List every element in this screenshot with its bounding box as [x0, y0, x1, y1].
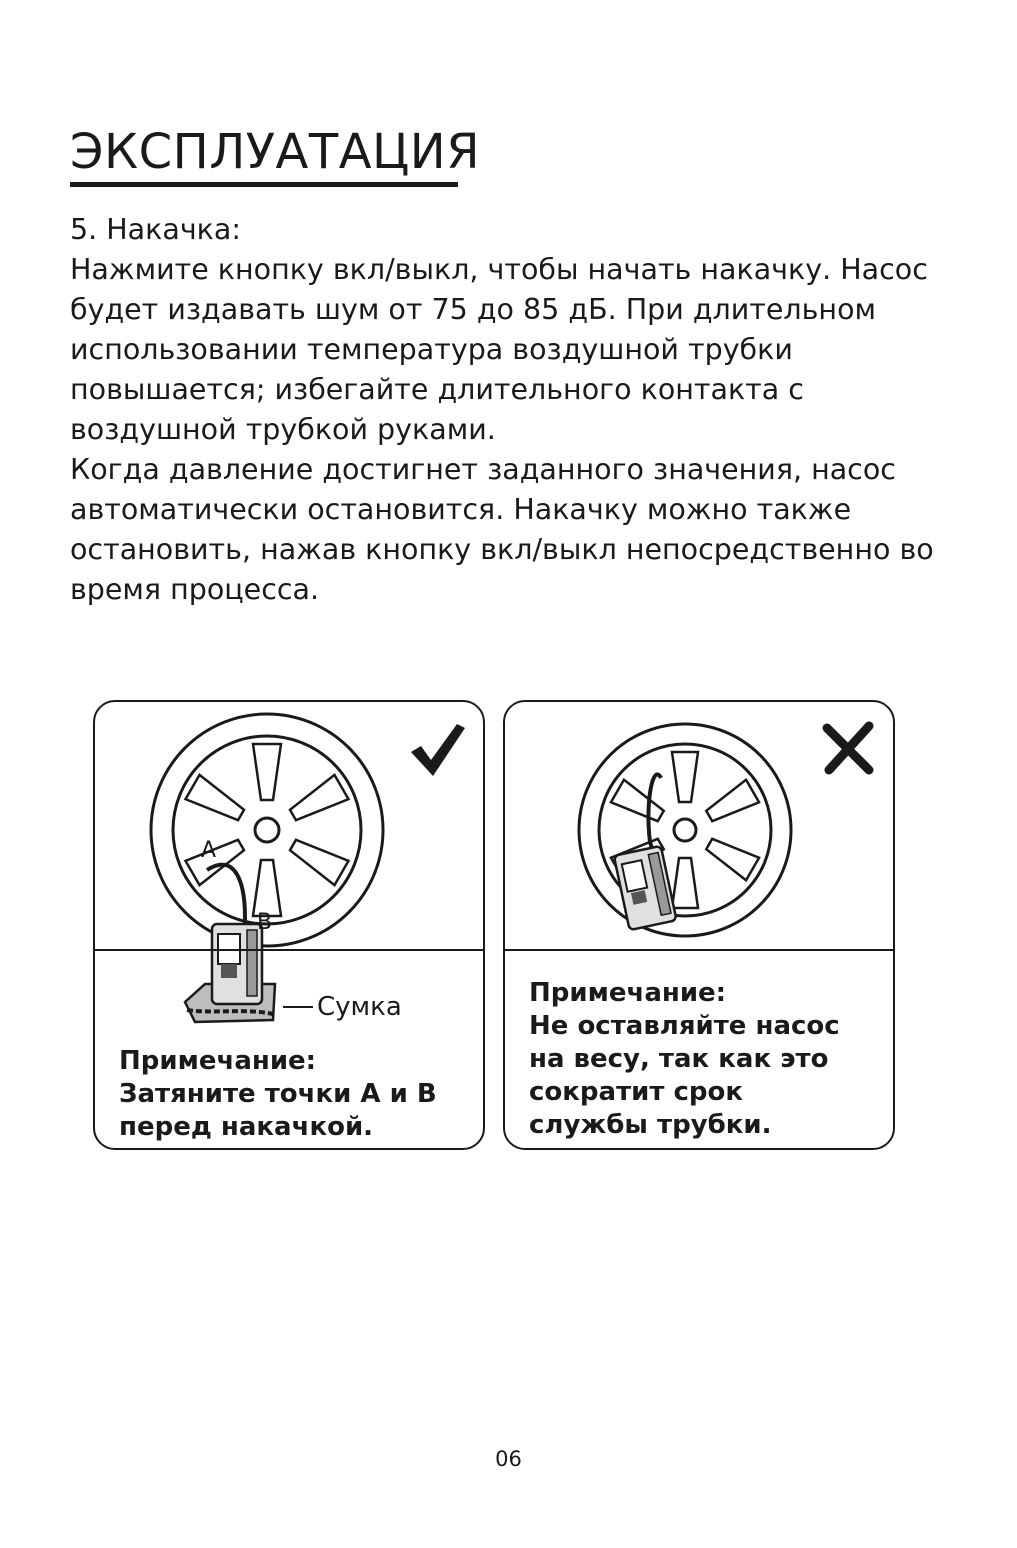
instruction-text [70, 210, 950, 610]
note-line: Не оставляйте насос [529, 1011, 840, 1041]
note-line: Затяните точки A и B [119, 1079, 437, 1109]
step-title: 5. Накачка: [70, 213, 241, 246]
note-wrong [529, 977, 840, 1142]
page-heading: ЭКСПЛУАТАЦИЯ [70, 124, 481, 180]
point-b-label: B [257, 910, 273, 935]
paragraph-inflation: Нажмите кнопку вкл/выкл, чтобы начать накачку. Насос будет издавать шум от 75 до 85 дБ. При длительном использовании температура воздушной трубки повышается; избегайте длительного контакта с воздушной трубкой руками. [70, 253, 928, 446]
wrong-usage-panel [503, 700, 895, 1150]
note-line: сократит срок [529, 1077, 744, 1107]
note-correct [119, 1045, 437, 1144]
point-a-label: A [201, 838, 217, 863]
heading-underline [70, 182, 458, 187]
page-number: 06 [495, 1447, 522, 1471]
bag-label: Сумка [317, 992, 402, 1022]
paragraph-auto-stop: Когда давление достигнет заданного значения, насос автоматически остановится. Накачку можно также остановить, нажав кнопку вкл/выкл непосредственно во время процесса. [70, 453, 934, 606]
note-line: перед накачкой. [119, 1112, 374, 1142]
panel-divider [95, 949, 483, 951]
note-title: Примечание: [529, 978, 727, 1008]
note-title: Примечание: [119, 1046, 317, 1076]
note-line: службы трубки. [529, 1110, 772, 1140]
checkmark-icon [407, 718, 467, 778]
correct-usage-panel [93, 700, 485, 1150]
note-line: на весу, так как это [529, 1044, 829, 1074]
panel-divider [505, 949, 893, 951]
cross-icon [821, 720, 877, 776]
